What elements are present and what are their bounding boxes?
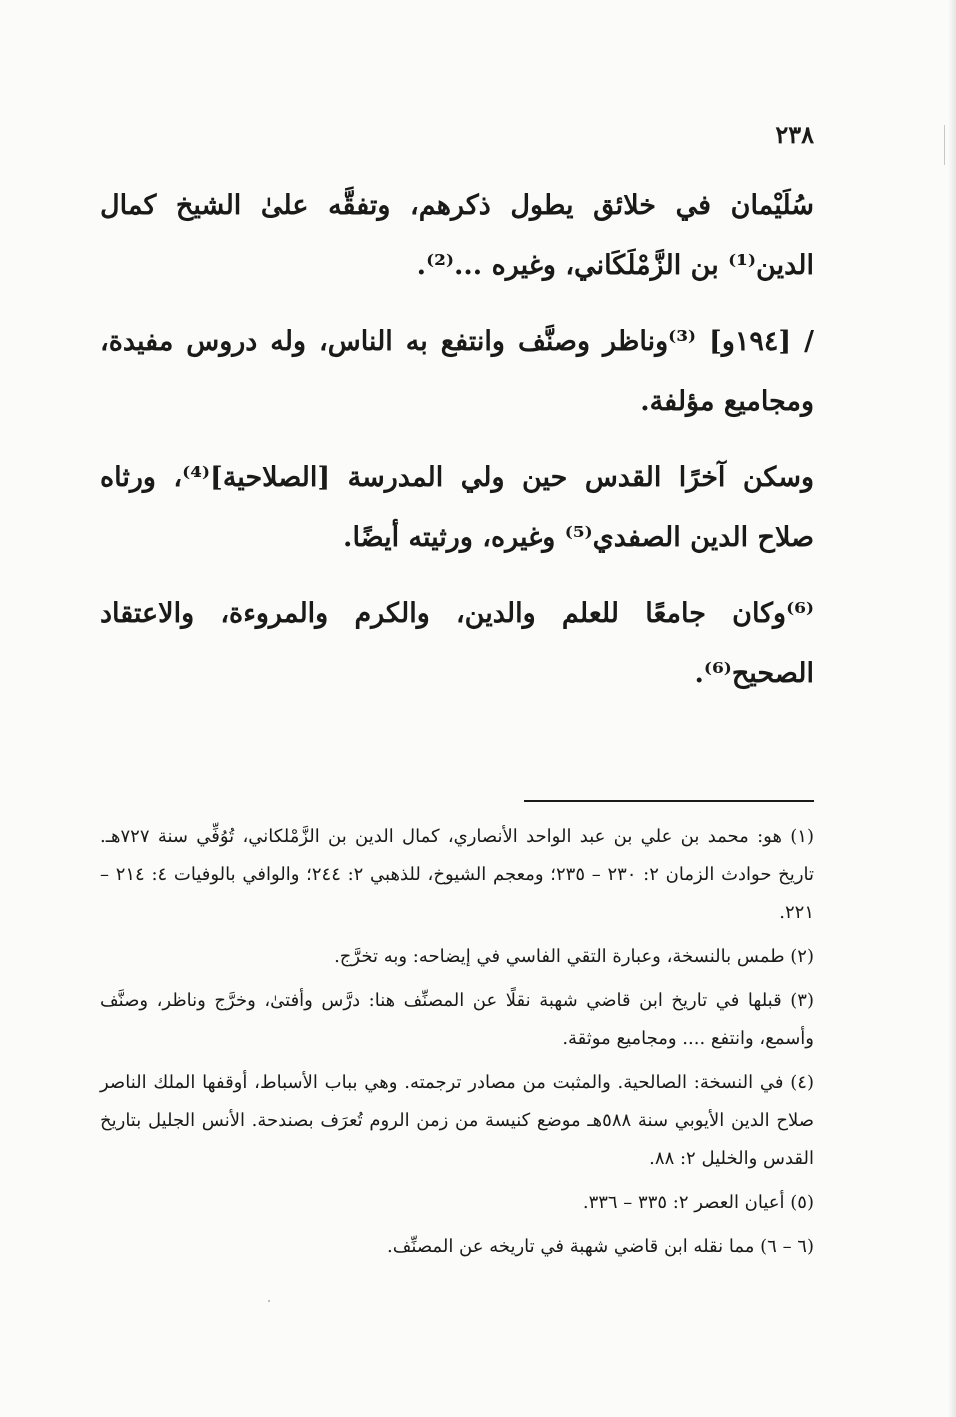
page-edge-shadow bbox=[948, 0, 956, 1417]
page-number: ٢٣٨ bbox=[775, 120, 814, 149]
footnote-2: (٢) طمس بالنسخة، وعبارة التقي الفاسي في إيضاحه: وبه تخرَّج. bbox=[334, 946, 814, 967]
paragraph-4: ⁽⁶⁾وكان جامعًا للعلم والدين، والكرم والمروءة، والاعتقاد الصحيح⁽⁶⁾. bbox=[100, 598, 814, 689]
paragraph-3: وسكن آخرًا القدس حين ولي المدرسة [الصلاحية]⁽⁴⁾، ورثاه صلاح الدين الصفدي⁽⁵⁾ وغيره، ورثيته أيضًا. bbox=[100, 462, 814, 553]
footnote-1: (١) هو: محمد بن علي بن عبد الواحد الأنصاري، كمال الدين بن الزَّمْلكاني، تُوُفِّي سنة ٧٢٧هـ. تاريخ حوادث الزمان ٢: ٢٣٠ – ٢٣٥؛ ومعجم الشيوخ، للذهبي ٢: ٢٤٤؛ والوافي بالوفيات ٤: ٢١٤ – ٢٢١. bbox=[100, 826, 815, 923]
footnotes bbox=[100, 818, 814, 1272]
paragraph-2: / [١٩٤و] ⁽³⁾وناظر وصنَّف وانتفع به الناس، وله دروس مفيدة، ومجاميع مؤلفة. bbox=[100, 326, 815, 417]
main-text bbox=[100, 176, 814, 720]
footnote-3: (٣) قبلها في تاريخ ابن قاضي شهبة نقلًا عن المصنِّف هنا: درَّس وأفتىٰ، وخرَّج وناظر، وصنَّف وأسمع، وانتفع .... ومجاميع موثقة. bbox=[100, 990, 814, 1049]
footnote-4: (٤) في النسخة: الصالحية. والمثبت من مصادر ترجمته. وهي بباب الأسباط، أوقفها الملك الناصر صلاح الدين الأيوبي سنة ٥٨٨هـ موضع كنيسة من زمن الروم تُعرَف بصندحة. الأنس الجليل بتاريخ القدس والخليل ٢: ٨٨. bbox=[100, 1072, 814, 1169]
footnote-5: (٥) أعيان العصر ٢: ٣٣٥ – ٣٣٦. bbox=[582, 1192, 814, 1213]
page-edge-line bbox=[944, 125, 945, 165]
scan-speck bbox=[268, 1300, 270, 1302]
footnote-separator bbox=[524, 800, 814, 802]
paragraph-1: سُلَيْمان في خلائق يطول ذكرهم، وتفقَّه علىٰ الشيخ كمال الدين⁽¹⁾ بن الزَّمْلَكَاني، وغيره ...⁽²⁾. bbox=[100, 190, 814, 281]
footnote-6: (٦ – ٦) مما نقله ابن قاضي شهبة في تاريخه عن المصنِّف. bbox=[387, 1236, 814, 1257]
